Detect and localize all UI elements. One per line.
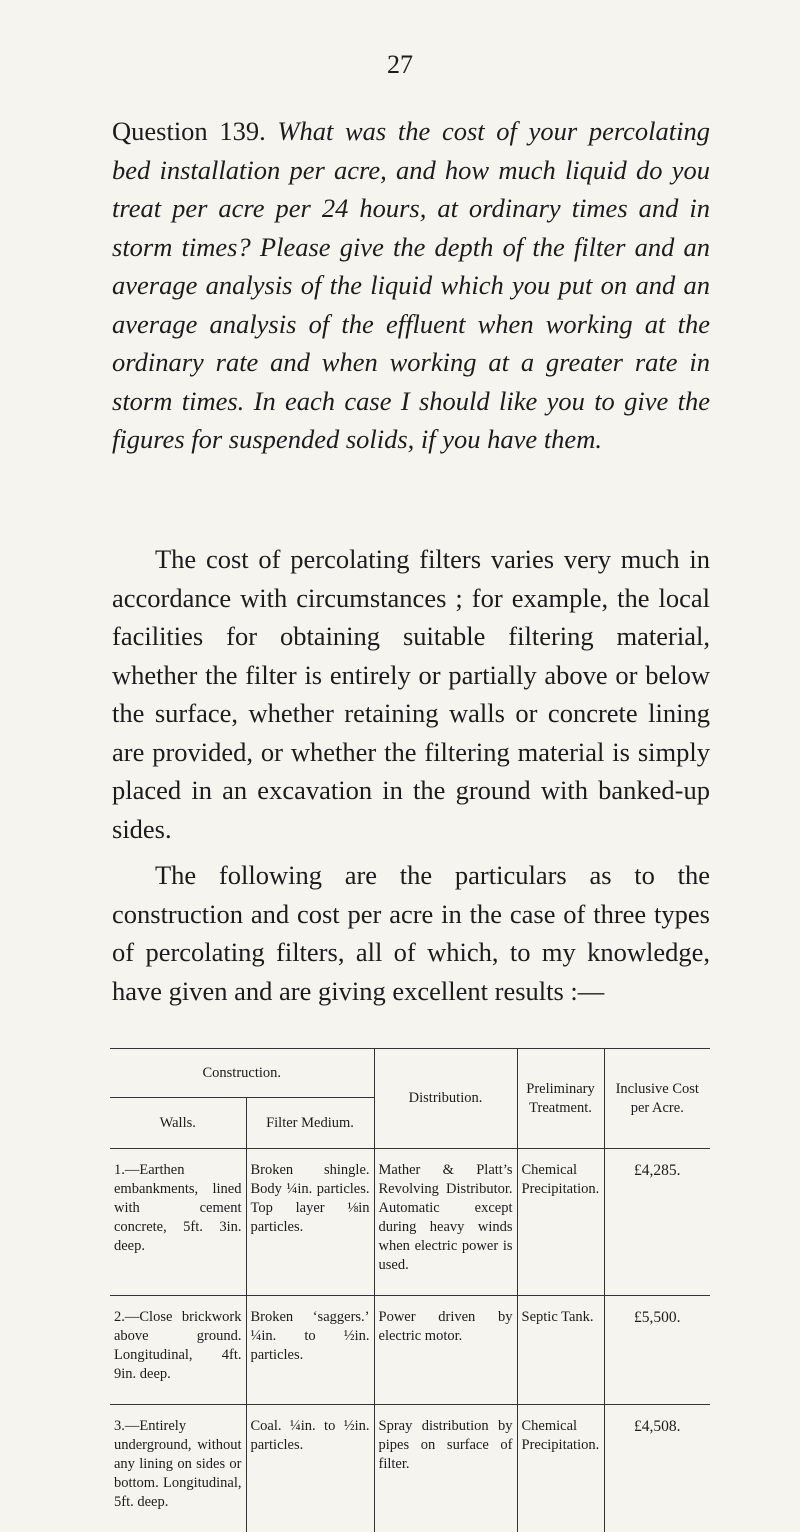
header-distribution: Distribution. xyxy=(374,1049,517,1149)
cell-preliminary: Chemical Precipitation. xyxy=(517,1149,604,1296)
filters-table xyxy=(110,1048,710,1532)
header-preliminary-treatment: Preliminary Treatment. xyxy=(517,1049,604,1149)
cell-cost: £4,285. xyxy=(604,1149,710,1296)
table-row xyxy=(110,1405,710,1532)
header-filter-medium: Filter Medium. xyxy=(246,1098,374,1149)
cell-distribution: Spray distribution by pipes on surface of filter. xyxy=(374,1405,517,1532)
page-number: 27 xyxy=(0,50,800,80)
cell-walls: 3.—Entirely underground, without any lining on sides or bottom. Longitudinal, 5ft. deep. xyxy=(110,1405,246,1532)
header-inclusive-cost: Inclusive Cost per Acre. xyxy=(604,1049,710,1149)
body-paragraph-1: The cost of percolating filters varies very much in accordance with circumstances ; for example, the local facilities for obtaining suitable filtering material, whether the filter is entirely or partially above or below the surface, whether retaining walls or concrete lining are provided, or whether the filtering material is simply placed in an excavation in the ground with banked-up sides. xyxy=(112,540,710,848)
header-construction: Construction. xyxy=(110,1049,374,1098)
body-paragraph-2: The following are the particulars as to the construction and cost per acre in the case of three types of percolating filters, all of which, to my knowledge, have given and are giving excellent results :— xyxy=(112,856,710,1010)
cell-distribution: Power driven by electric motor. xyxy=(374,1296,517,1405)
cell-filter-medium: Coal. ¼in. to ½in. particles. xyxy=(246,1405,374,1532)
cell-filter-medium: Broken shingle. Body ¼in. particles. Top layer ⅛in particles. xyxy=(246,1149,374,1296)
table-row xyxy=(110,1296,710,1405)
cell-preliminary: Septic Tank. xyxy=(517,1296,604,1405)
cell-walls: 1.—Earthen embankments, lined with cement concrete, 5ft. 3in. deep. xyxy=(110,1149,246,1296)
table-row xyxy=(110,1149,710,1296)
cell-walls: 2.—Close brickwork above ground. Longitudinal, 4ft. 9in. deep. xyxy=(110,1296,246,1405)
cell-preliminary: Chemical Precipitation. xyxy=(517,1405,604,1532)
header-walls: Walls. xyxy=(110,1098,246,1149)
question-label: Question 139. xyxy=(112,116,266,146)
question-paragraph xyxy=(112,112,710,459)
cell-filter-medium: Broken ‘saggers.’ ¼in. to ½in. particles. xyxy=(246,1296,374,1405)
cell-distribution: Mather & Platt’s Revolving Distributor. Automatic except during heavy winds when electric power is used. xyxy=(374,1149,517,1296)
cell-cost: £4,508. xyxy=(604,1405,710,1532)
question-text: What was the cost of your percolating bed installation per acre, and how much liquid do you treat per acre per 24 hours, at ordinary times and in storm times? Please give the depth of the filter and an average analysis of the liquid which you put on and an average analysis of the effluent when working at the ordinary rate and when working at a greater rate in storm times. In each case I should like you to give the figures for suspended solids, if you have them. xyxy=(112,116,710,454)
cell-cost: £5,500. xyxy=(604,1296,710,1405)
